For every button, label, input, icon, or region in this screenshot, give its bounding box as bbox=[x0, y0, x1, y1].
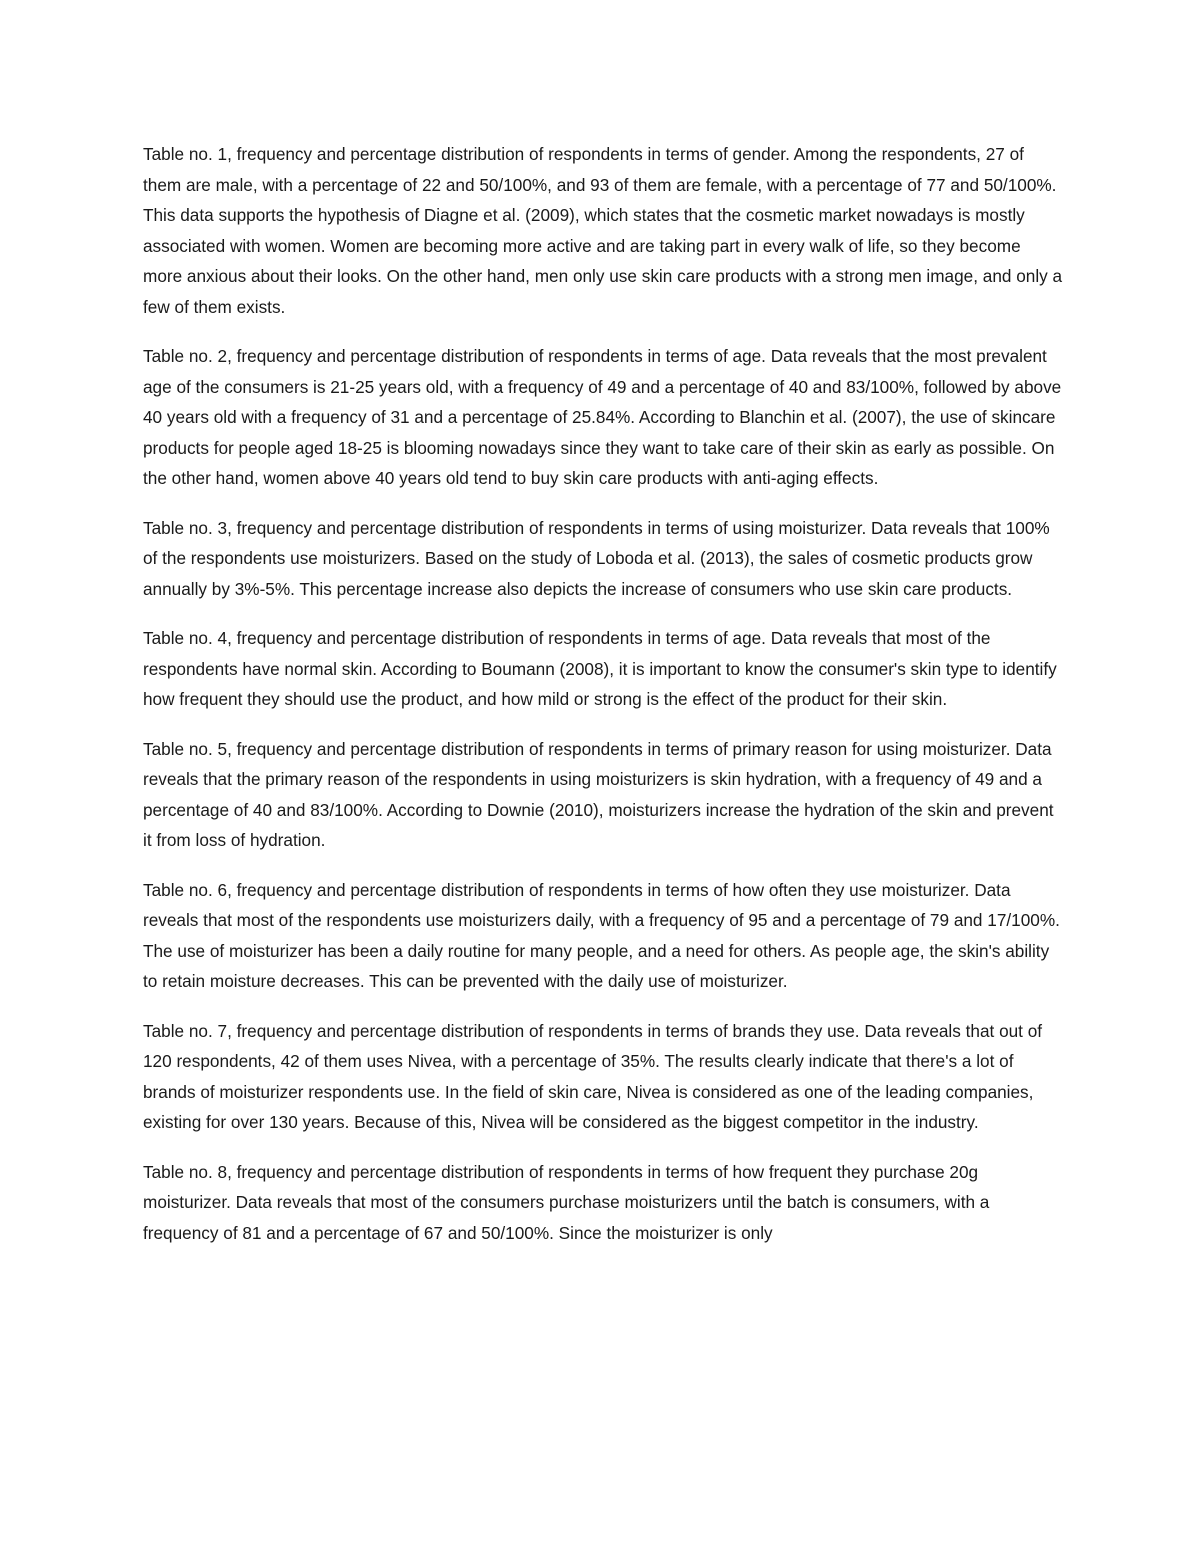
paragraph-table-2: Table no. 2, frequency and percentage distribution of respondents in terms of age. Data reveals that the most prevalent age of the consumers is 21-25 years old, with a frequency of 49 and a percentage of 40 and 83/100%, followed by above 40 years old with a frequency of 31 and a percentage of 25.84%. According to Blanchin et al. (2007), the use of skincare products for people aged 18-25 is blooming nowadays since they want to take care of their skin as early as possible. On the other hand, women above 40 years old tend to buy skin care products with anti-aging effects. bbox=[143, 346, 1062, 488]
paragraph-table-3: Table no. 3, frequency and percentage distribution of respondents in terms of using moisturizer. Data reveals that 100% of the respondents use moisturizers. Based on the study of Loboda et al. (2013), the sales of cosmetic products grow annually by 3%-5%. This percentage increase also depicts the increase of consumers who use skin care products. bbox=[143, 517, 1050, 599]
paragraph-table-6: Table no. 6, frequency and percentage distribution of respondents in terms of how often they use moisturizer. Data reveals that most of the respondents use moisturizers daily, with a frequency of 95 and a percentage of 79 and 17/100%. The use of moisturizer has been a daily routine for many people, and a need for others. As people age, the skin's ability to retain moisture decreases. This can be prevented with the daily use of moisturizer. bbox=[143, 879, 1060, 991]
paragraph-table-8: Table no. 8, frequency and percentage distribution of respondents in terms of how frequent they purchase 20g moisturizer. Data reveals that most of the consumers purchase moisturizers until the batch is consumers, with a frequency of 81 and a percentage of 67 and 50/100%. Since the moisturizer is only bbox=[143, 1161, 990, 1243]
paragraph-table-5: Table no. 5, frequency and percentage distribution of respondents in terms of primary reason for using moisturizer. Data reveals that the primary reason of the respondents in using moisturizers is skin hydration, with a frequency of 49 and a percentage of 40 and 83/100%. According to Downie (2010), moisturizers increase the hydration of the skin and prevent it from loss of hydration. bbox=[143, 738, 1054, 850]
paragraph-table-1: Table no. 1, frequency and percentage distribution of respondents in terms of gender. Among the respondents, 27 of them are male, with a percentage of 22 and 50/100%, and 93 of them are female, with a percentage of 77 and 50/100%. This data supports the hypothesis of Diagne et al. (2009), which states that the cosmetic market nowadays is mostly associated with women. Women are becoming more active and are taking part in every walk of life, so they become more anxious about their looks. On the other hand, men only use skin care products with a strong men image, and only a few of them exists. bbox=[143, 144, 1063, 317]
paragraph-table-4: Table no. 4, frequency and percentage distribution of respondents in terms of age. Data reveals that most of the respondents have normal skin. According to Boumann (2008), it is important to know the consumer's skin type to identify how frequent they should use the product, and how mild or strong is the effect of the product for their skin. bbox=[143, 628, 1057, 709]
document-body bbox=[143, 139, 1063, 1248]
paragraph-table-7: Table no. 7, frequency and percentage distribution of respondents in terms of brands they use. Data reveals that out of 120 respondents, 42 of them uses Nivea, with a percentage of 35%. The results clearly indicate that there's a lot of brands of moisturizer respondents use. In the field of skin care, Nivea is considered as one of the leading companies, existing for over 130 years. Because of this, Nivea will be considered as the biggest competitor in the industry. bbox=[143, 1020, 1043, 1132]
